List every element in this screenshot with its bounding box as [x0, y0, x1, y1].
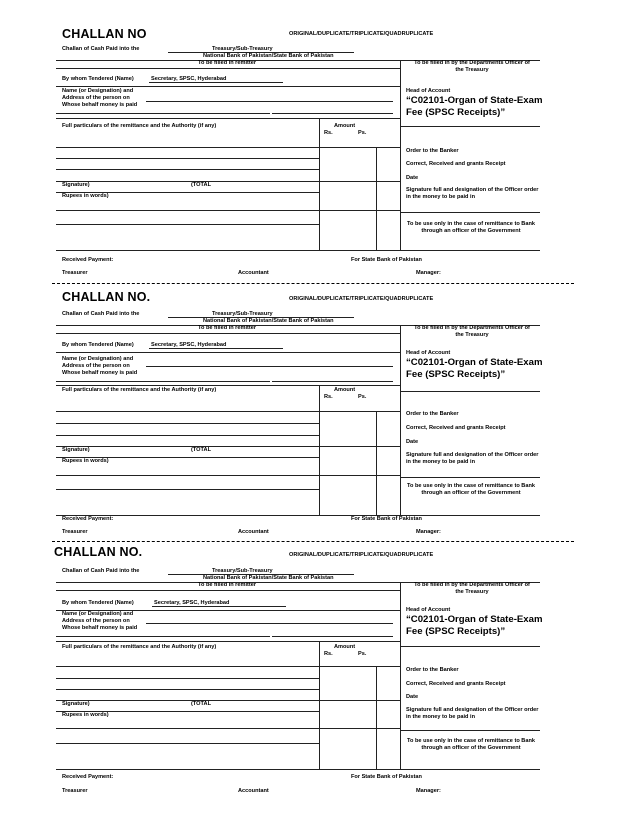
date-label: Date [406, 439, 419, 445]
treasury-label: Treasury/Sub-Treasury [212, 46, 273, 52]
received-payment-label: Received Payment: [62, 516, 114, 522]
rupees-words-label: Rupees in words) [62, 712, 109, 718]
remitter-label: To be filled in remitter [198, 325, 257, 331]
correct-received-label: Correct, Received and grants Receipt [406, 681, 506, 687]
cash-paid-label: Challan of Cash Paid into the [62, 568, 140, 574]
accountant-label: Accountant [238, 270, 269, 276]
accountant-label: Accountant [238, 529, 269, 535]
rs-label: Rs. [324, 130, 333, 136]
copies-label: ORIGINAL/DUPLICATE/TRIPLICATE/QUADRUPLICATE [289, 31, 434, 37]
copies-label: ORIGINAL/DUPLICATE/TRIPLICATE/QUADRUPLICATE [289, 296, 434, 302]
treasury-label: Treasury/Sub-Treasury [212, 311, 273, 317]
ps-label: Ps. [358, 130, 367, 136]
sbp-remittance-label: To be use only in the case of remittance to Bank through an officer of the Government [407, 483, 535, 496]
order-banker-label: Order to the Banker [406, 411, 459, 417]
head-account-label: Head of Account [406, 607, 451, 613]
rs-label: Rs. [324, 394, 333, 400]
treasurer-label: Treasurer [62, 270, 88, 276]
rupees-words-label: Rupees in words) [62, 458, 109, 464]
date-label: Date [406, 175, 419, 181]
head-account-label: Head of Account [406, 350, 451, 356]
treasury-label: Treasury/Sub-Treasury [212, 568, 273, 574]
total-label: (TOTAL [191, 701, 211, 707]
tendered-value: Secretary, SPSC, Hyderabad [151, 342, 227, 348]
received-payment-label: Received Payment: [62, 774, 114, 780]
officer-signature-label: Signature full and designation of the Officer order in the money to be paid in [406, 187, 539, 200]
head-account-value: “C02101-Organ of State-Exam Fee (SPSC Receipts)” [406, 95, 543, 118]
dept-officer-label: To be filled in by the Departments Officer of the Treasury [414, 582, 530, 595]
treasurer-label: Treasurer [62, 788, 88, 794]
manager-label: Manager: [416, 270, 441, 276]
manager-label: Manager: [416, 529, 441, 535]
challan-copy-1 [0, 0, 638, 276]
dept-officer-label: To be filled in by the Departments Officer of the Treasury [414, 60, 530, 73]
challan-title: CHALLAN NO. [62, 290, 151, 304]
copies-label: ORIGINAL/DUPLICATE/TRIPLICATE/QUADRUPLICATE [289, 552, 434, 558]
amount-label: Amount [334, 387, 356, 393]
tendered-label: By whom Tendered (Name) [62, 342, 134, 348]
challan-copy-3 [0, 523, 638, 794]
rs-label: Rs. [324, 651, 333, 657]
rupees-words-label: Rupees in words) [62, 193, 109, 199]
correct-received-label: Correct, Received and grants Receipt [406, 161, 506, 167]
particulars-label: Full particulars of the remittance and the Authority (if any) [62, 123, 217, 129]
remitter-label: To be filled in remitter [198, 60, 257, 66]
received-payment-label: Received Payment: [62, 257, 114, 263]
order-banker-label: Order to the Banker [406, 148, 459, 154]
name-address-label: Name (or Designation) and Address of the person on Whose behalf money is paid [62, 88, 138, 108]
total-label: (TOTAL [191, 182, 211, 188]
officer-signature-label: Signature full and designation of the Officer order in the money to be paid in [406, 452, 539, 465]
tendered-label: By whom Tendered (Name) [62, 76, 134, 82]
order-banker-label: Order to the Banker [406, 667, 459, 673]
ps-label: Ps. [358, 394, 367, 400]
challan-copy-2 [0, 265, 638, 535]
challan-title: CHALLAN NO. [54, 545, 143, 559]
correct-received-label: Correct, Received and grants Receipt [406, 425, 506, 431]
accountant-label: Accountant [238, 788, 269, 794]
sbp-remittance-label: To be use only in the case of remittance to Bank through an officer of the Government [407, 738, 535, 751]
treasurer-label: Treasurer [62, 529, 88, 535]
for-sbp-label: For State Bank of Pakistan [351, 516, 422, 522]
dept-officer-label: To be filled in by the Departments Officer of the Treasury [414, 325, 530, 338]
challan-title: CHALLAN NO [62, 27, 147, 41]
name-address-label: Name (or Designation) and Address of the person on Whose behalf money is paid [62, 611, 138, 631]
sbp-remittance-label: To be use only in the case of remittance to Bank through an officer of the Government [407, 221, 535, 234]
head-account-label: Head of Account [406, 88, 451, 94]
amount-label: Amount [334, 644, 356, 650]
head-account-value: “C02101-Organ of State-Exam Fee (SPSC Receipts)” [406, 614, 543, 637]
signature-label: Signature) [62, 701, 90, 707]
signature-label: Signature) [62, 447, 90, 453]
tendered-value: Secretary, SPSC, Hyderabad [151, 76, 227, 82]
for-sbp-label: For State Bank of Pakistan [351, 774, 422, 780]
total-label: (TOTAL [191, 447, 211, 453]
ps-label: Ps. [358, 651, 367, 657]
officer-signature-label: Signature full and designation of the Officer order in the money to be paid in [406, 707, 539, 720]
cash-paid-label: Challan of Cash Paid into the [62, 46, 140, 52]
bank-label: National Bank of Pakistan/State Bank of Pakistan [203, 318, 334, 324]
amount-label: Amount [334, 123, 356, 129]
cash-paid-label: Challan of Cash Paid into the [62, 311, 140, 317]
date-label: Date [406, 694, 419, 700]
tendered-value: Secretary, SPSC, Hyderabad [154, 600, 230, 606]
tendered-label: By whom Tendered (Name) [62, 600, 134, 606]
head-account-value: “C02101-Organ of State-Exam Fee (SPSC Receipts)” [406, 357, 543, 380]
bank-label: National Bank of Pakistan/State Bank of Pakistan [203, 53, 334, 59]
manager-label: Manager: [416, 788, 441, 794]
bank-label: National Bank of Pakistan/State Bank of Pakistan [203, 575, 334, 581]
particulars-label: Full particulars of the remittance and the Authority (if any) [62, 644, 217, 650]
remitter-label: To be filled in remitter [198, 582, 257, 588]
name-address-label: Name (or Designation) and Address of the person on Whose behalf money is paid [62, 356, 138, 376]
signature-label: Signature) [62, 182, 90, 188]
for-sbp-label: For State Bank of Pakistan [351, 257, 422, 263]
particulars-label: Full particulars of the remittance and the Authority (if any) [62, 387, 217, 393]
